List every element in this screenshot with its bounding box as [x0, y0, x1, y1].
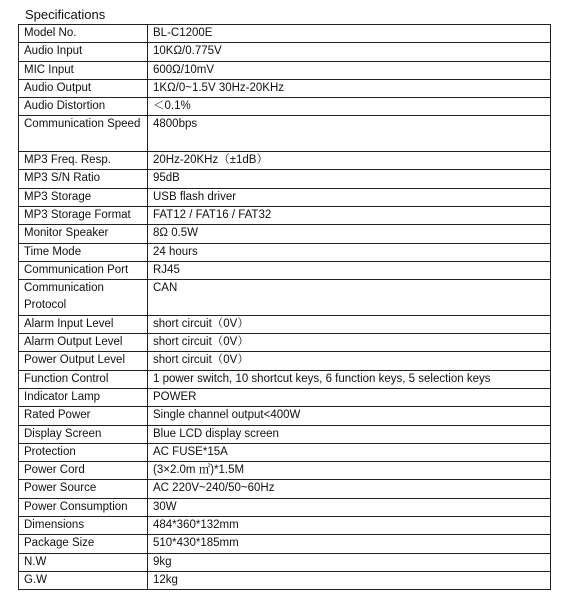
spec-value: ＜0.1%	[148, 98, 551, 116]
spec-label: MP3 Freq. Resp.	[19, 152, 148, 170]
spec-label: Communication Speed	[19, 116, 148, 152]
spec-value: AC FUSE*15A	[148, 443, 551, 461]
table-row	[19, 370, 551, 388]
spec-label: Audio Output	[19, 79, 148, 97]
specifications-table-body	[19, 25, 551, 590]
spec-value: 10KΩ/0.775V	[148, 43, 551, 61]
spec-label: Communication Port	[19, 261, 148, 279]
table-row	[19, 315, 551, 333]
table-row	[19, 443, 551, 461]
table-row	[19, 152, 551, 170]
spec-label: Audio Input	[19, 43, 148, 61]
spec-value: short circuit（0V）	[148, 334, 551, 352]
spec-value: short circuit（0V）	[148, 352, 551, 370]
spec-value: 600Ω/10mV	[148, 61, 551, 79]
spec-value: POWER	[148, 388, 551, 406]
table-row	[19, 170, 551, 188]
table-row	[19, 498, 551, 516]
table-row	[19, 352, 551, 370]
specifications-table	[18, 24, 551, 590]
spec-value: 12kg	[148, 571, 551, 589]
spec-value: 484*360*132mm	[148, 517, 551, 535]
spec-value: RJ45	[148, 261, 551, 279]
spec-value: short circuit（0V）	[148, 315, 551, 333]
spec-value: 95dB	[148, 170, 551, 188]
spec-value: 24 hours	[148, 243, 551, 261]
spec-label: Monitor Speaker	[19, 225, 148, 243]
spec-label: Power Source	[19, 480, 148, 498]
table-row	[19, 79, 551, 97]
spec-value: 510*430*185mm	[148, 535, 551, 553]
table-row	[19, 116, 551, 152]
spec-value: 20Hz-20KHz（±1dB）	[148, 152, 551, 170]
spec-label: Rated Power	[19, 407, 148, 425]
spec-label: MP3 Storage Format	[19, 206, 148, 224]
spec-value: Single channel output<400W	[148, 407, 551, 425]
spec-label: Time Mode	[19, 243, 148, 261]
table-row	[19, 571, 551, 589]
table-row	[19, 25, 551, 43]
spec-label: Alarm Output Level	[19, 334, 148, 352]
spec-label: MP3 S/N Ratio	[19, 170, 148, 188]
spec-label: Indicator Lamp	[19, 388, 148, 406]
table-row	[19, 280, 551, 316]
page-title: Specifications	[25, 7, 106, 22]
spec-label: Communication Protocol	[19, 280, 148, 316]
spec-value: 1 power switch, 10 shortcut keys, 6 function keys, 5 selection keys	[148, 370, 551, 388]
table-row	[19, 61, 551, 79]
table-row	[19, 188, 551, 206]
spec-label: MP3 Storage	[19, 188, 148, 206]
table-row	[19, 407, 551, 425]
spec-value: 4800bps	[148, 116, 551, 152]
spec-label: G.W	[19, 571, 148, 589]
spec-label: Display Screen	[19, 425, 148, 443]
table-row	[19, 388, 551, 406]
spec-label: Model No.	[19, 25, 148, 43]
spec-label: Dimensions	[19, 517, 148, 535]
spec-label: MIC Input	[19, 61, 148, 79]
table-row	[19, 535, 551, 553]
spec-label: Power Output Level	[19, 352, 148, 370]
spec-label: Power Cord	[19, 462, 148, 480]
table-row	[19, 243, 551, 261]
spec-value: 9kg	[148, 553, 551, 571]
table-row	[19, 43, 551, 61]
spec-value: BL-C1200E	[148, 25, 551, 43]
spec-value: 8Ω 0.5W	[148, 225, 551, 243]
spec-label: Protection	[19, 443, 148, 461]
spec-label: Package Size	[19, 535, 148, 553]
table-row	[19, 206, 551, 224]
spec-value: 30W	[148, 498, 551, 516]
spec-label: Power Consumption	[19, 498, 148, 516]
spec-value: Blue LCD display screen	[148, 425, 551, 443]
spec-label: Alarm Input Level	[19, 315, 148, 333]
spec-label: Audio Distortion	[19, 98, 148, 116]
table-row	[19, 225, 551, 243]
table-row	[19, 98, 551, 116]
table-row	[19, 462, 551, 480]
spec-value: CAN	[148, 280, 551, 316]
spec-value: 1KΩ/0~1.5V 30Hz-20KHz	[148, 79, 551, 97]
spec-value: FAT12 / FAT16 / FAT32	[148, 206, 551, 224]
spec-value: USB flash driver	[148, 188, 551, 206]
table-row	[19, 480, 551, 498]
spec-label: Function Control	[19, 370, 148, 388]
spec-value: AC 220V~240/50~60Hz	[148, 480, 551, 498]
table-row	[19, 261, 551, 279]
table-row	[19, 334, 551, 352]
table-row	[19, 553, 551, 571]
spec-label: N.W	[19, 553, 148, 571]
table-row	[19, 517, 551, 535]
table-row	[19, 425, 551, 443]
spec-value: (3×2.0m ㎡)*1.5M	[148, 462, 551, 480]
